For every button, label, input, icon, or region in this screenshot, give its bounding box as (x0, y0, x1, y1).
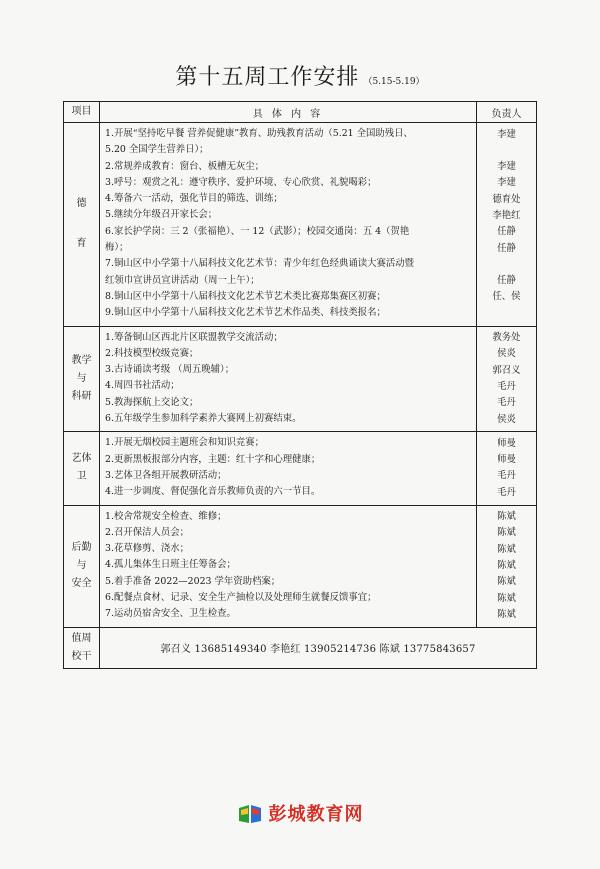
responsible-name: 毛丹 (497, 397, 516, 409)
responsible-name (477, 257, 536, 273)
list-item: 3.花草修剪、浇水； (105, 543, 189, 555)
category-label: 与 (76, 372, 87, 384)
list-item: 4.筹备六一活动，强化节目的筛选、训练； (105, 193, 283, 205)
duty-category (64, 627, 100, 668)
category-label: 与 (76, 560, 87, 572)
responsible-name: 师曼 (497, 437, 516, 449)
header-responsible: 负责人 (477, 102, 537, 123)
responsible-name: 任静 (497, 226, 516, 238)
section-responsible (477, 326, 537, 432)
section-items (100, 505, 477, 627)
list-item: 3.呼号：观赏之礼：遵守秩序、爱护环境、专心欣赏、礼貌喝彩； (105, 176, 377, 188)
category-label: 育 (76, 238, 87, 250)
responsible-name: 教务处 (492, 332, 521, 344)
section-row (64, 326, 537, 432)
section-responsible (477, 505, 537, 627)
responsible-name: 李建 (497, 177, 516, 189)
list-item: 梅）； (105, 242, 129, 254)
responsible-name: 李建 (497, 161, 516, 173)
responsible-name: 陈斌 (497, 511, 516, 523)
list-item: 2.常规养成教育：窗台、板槽无灰尘； (105, 160, 264, 172)
section-responsible (477, 432, 537, 505)
category-label: 科研 (71, 390, 92, 402)
category-label: 值周 (71, 632, 92, 644)
header-content: 具 体 内 容 (100, 102, 477, 123)
responsible-name: 毛丹 (497, 380, 516, 392)
category-label: 卫 (76, 471, 87, 483)
list-item: 5.20 全国学生营养日）； (105, 144, 209, 156)
responsible-name: 侯炎 (497, 413, 516, 425)
list-item: 4.孤儿集体生日班主任筹备会； (105, 559, 236, 571)
responsible-name (477, 306, 536, 322)
responsible-name: 陈斌 (497, 592, 516, 604)
duty-row (64, 627, 537, 668)
book-logo-icon (237, 800, 263, 826)
list-item: 2.科技模型校级竞赛； (105, 347, 199, 359)
responsible-name: 陈斌 (497, 527, 516, 539)
title-block (0, 60, 600, 91)
section-category (64, 505, 100, 627)
list-item: 7.铜山区中小学第十八届科技文化艺术节：青少年红色经典诵读大赛活动暨 (105, 258, 414, 270)
list-item: 5.教海探航上交论文； (105, 396, 199, 408)
responsible-name: 任、侯 (492, 291, 521, 303)
footer-logo (0, 800, 600, 826)
section-items (100, 123, 477, 327)
duty-contacts: 郭召义 13685149340 李艳红 13905214736 陈斌 13775843657 (100, 627, 537, 668)
list-item: 1.筹备铜山区西北片区联盟教学交流活动； (105, 331, 283, 343)
responsible-name: 毛丹 (497, 486, 516, 498)
table-header-row (64, 102, 537, 123)
list-item: 2.召开保洁人员会； (105, 526, 189, 538)
responsible-name: 毛丹 (497, 470, 516, 482)
list-item: 6.配餐点食材、记录、安全生产抽检以及处理师生就餐反馈事宜； (105, 592, 377, 604)
list-item: 8.铜山区中小学第十八届科技文化艺术节艺术类比赛郑集赛区初赛； (105, 290, 386, 302)
category-label: 德 (76, 198, 87, 210)
responsible-name (477, 143, 536, 159)
list-item: 6.家长护学岗：三 2（张福艳）、一 12（武影）；校园交通岗：五 4（贺艳 (105, 225, 410, 237)
section-items (100, 432, 477, 505)
category-label: 教学 (71, 354, 92, 366)
schedule-table (63, 101, 537, 669)
list-item: 5.着手准备 2022—2023 学年资助档案； (105, 575, 281, 587)
responsible-name: 李建 (497, 128, 516, 140)
list-item: 3.古诗诵读考级 （周五晚辅）； (105, 364, 235, 376)
responsible-name: 任静 (497, 275, 516, 287)
section-row (64, 432, 537, 505)
list-item: 红领巾宣讲员宣讲活动（周一上午）； (105, 274, 260, 286)
header-category: 项目 (64, 102, 100, 123)
responsible-name: 任静 (497, 242, 516, 254)
list-item: 6.五年级学生参加科学素养大赛网上初赛结束。 (105, 413, 302, 425)
list-item: 1.开展“坚持吃早餐 营养促健康”教育、助残教育活动（5.21 全国助残日、 (105, 128, 413, 139)
footer-site-name: 彭城教育网 (268, 804, 364, 825)
responsible-name: 陈斌 (497, 543, 516, 555)
category-label: 校干 (71, 650, 92, 662)
page-title: 第十五周工作安排 (175, 65, 360, 90)
list-item: 9.铜山区中小学第十八届科技文化艺术节艺术作品类、科技类报名； (105, 307, 386, 319)
responsible-name: 侯炎 (497, 348, 516, 360)
list-item: 2.更新黑板报部分内容，主题：红十字和心理健康； (105, 453, 321, 465)
section-items (100, 326, 477, 432)
section-category (64, 123, 100, 327)
list-item: 1.开展无烟校园主题班会和知识竞赛； (105, 437, 264, 449)
category-label: 后勤 (71, 542, 92, 554)
responsible-name: 师曼 (497, 454, 516, 466)
list-item: 5.继续分年级召开家长会； (105, 209, 218, 221)
category-label: 艺体 (71, 453, 92, 465)
responsible-name: 李艳红 (492, 209, 521, 221)
section-category (64, 432, 100, 505)
section-row (64, 505, 537, 627)
category-label: 安全 (71, 578, 92, 590)
section-category (64, 326, 100, 432)
page-subtitle: （5.15-5.19） (363, 77, 425, 87)
section-row (64, 123, 537, 327)
list-item: 3.艺体卫各组开展教研活动； (105, 469, 227, 481)
list-item: 4.进一步调度、督促强化音乐教师负责的六一节目。 (105, 486, 321, 498)
list-item: 7.运动员宿舍安全、卫生检查。 (105, 608, 236, 620)
list-item: 4.周四书社活动； (105, 380, 180, 392)
list-item: 1.校舍常规安全检查、维修； (105, 510, 227, 522)
responsible-name: 陈斌 (497, 608, 516, 620)
responsible-name: 郭召义 (492, 364, 521, 376)
section-responsible (477, 123, 537, 327)
responsible-name: 德育处 (492, 193, 521, 205)
responsible-name: 陈斌 (497, 559, 516, 571)
responsible-name: 陈斌 (497, 576, 516, 588)
